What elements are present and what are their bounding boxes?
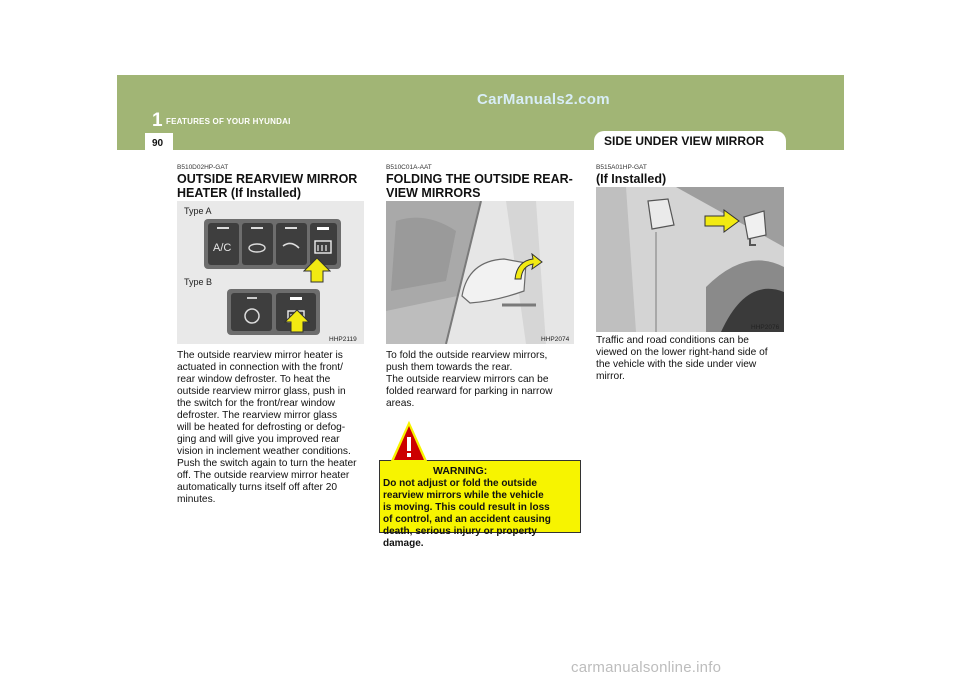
figure-code: HHP2119 xyxy=(329,336,357,343)
section-code: B510D02HP-GAT xyxy=(177,164,229,171)
text-line: death, serious injury or property xyxy=(383,526,537,537)
text-line: Do not adjust or fold the outside xyxy=(383,478,537,489)
text-line: folded rearward for parking in narrow xyxy=(386,386,553,397)
text-line: defroster. The rearview mirror glass xyxy=(177,410,338,421)
text-line: To fold the outside rearview mirrors, xyxy=(386,350,548,361)
text-line: Traffic and road conditions can be xyxy=(596,335,749,346)
heading-line: HEATER (If Installed) xyxy=(177,186,302,200)
warning-icon xyxy=(389,420,429,464)
figure-code: HHP2076 xyxy=(751,324,780,331)
footer-watermark[interactable]: carmanualsonline.info xyxy=(571,659,722,676)
right-page-title: SIDE UNDER VIEW MIRROR xyxy=(604,134,765,148)
text-line: Push the switch again to turn the heater xyxy=(177,458,357,469)
text-line: of control, and an accident causing xyxy=(383,514,551,525)
fold-arrow-icon xyxy=(511,253,543,283)
section-code: B515A01HP-GAT xyxy=(596,164,647,171)
body-text xyxy=(177,350,364,506)
text-line: the switch for the front/rear window xyxy=(177,398,335,409)
side-under-view-mirror-figure xyxy=(596,187,784,332)
text-line: vision in inclement weather conditions. xyxy=(177,446,351,457)
text-line: The outside rearview mirror heater is xyxy=(177,350,343,361)
page-number: 90 xyxy=(152,138,164,149)
switch-panels-drawing xyxy=(177,201,364,344)
section-name: FEATURES OF YOUR HYUNDAI xyxy=(166,117,291,126)
text-line: ging and will give you improved rear xyxy=(177,434,340,445)
body-text xyxy=(596,335,784,383)
text-line: mirror. xyxy=(596,371,625,382)
text-line: push them towards the rear. xyxy=(386,362,513,373)
text-line: rear window defroster. To heat the xyxy=(177,374,331,385)
figure-code: HHP2074 xyxy=(541,336,570,343)
car-door-drawing xyxy=(386,201,574,344)
section-code: B510C01A-AAT xyxy=(386,164,432,171)
section-heading: (If Installed) xyxy=(596,172,667,186)
text-line: the vehicle with the side under view xyxy=(596,359,757,370)
text-line: automatically turns itself off after 20 xyxy=(177,482,338,493)
car-side-drawing xyxy=(596,187,784,332)
text-line: minutes. xyxy=(177,494,216,505)
text-line: will be heated for defrosting or defog- xyxy=(177,422,346,433)
section-heading xyxy=(386,172,573,200)
text-line: off. The outside rearview mirror heater xyxy=(177,470,350,481)
ac-label: A/C xyxy=(213,242,232,254)
type-b-label: Type B xyxy=(184,277,213,287)
text-line: rearview mirrors while the vehicle xyxy=(383,490,544,501)
text-line: damage. xyxy=(383,538,424,549)
type-a-arrow-icon xyxy=(303,257,331,283)
heading-line: VIEW MIRRORS xyxy=(386,186,481,200)
heading-line: FOLDING THE OUTSIDE REAR- xyxy=(386,172,573,186)
text-line: is moving. This could result in loss xyxy=(383,502,550,513)
section-number: 1 xyxy=(152,110,163,131)
text-line: actuated in connection with the front/ xyxy=(177,362,343,373)
type-b-arrow-icon xyxy=(284,309,310,333)
body-text xyxy=(386,350,574,410)
type-a-label: Type A xyxy=(184,206,212,216)
text-line: areas. xyxy=(386,398,415,409)
warning-title: WARNING: xyxy=(433,465,488,477)
text-line: outside rearview mirror glass, push in xyxy=(177,386,346,397)
watermark-link[interactable]: CarManuals2.com xyxy=(477,91,610,108)
defroster-switch-figure xyxy=(177,201,364,344)
warning-text xyxy=(383,478,575,550)
heading-line: OUTSIDE REARVIEW MIRROR xyxy=(177,172,358,186)
folding-mirror-figure xyxy=(386,201,574,344)
mirror-arrow-icon xyxy=(704,209,740,233)
text-line: viewed on the lower right-hand side of xyxy=(596,347,768,358)
text-line: The outside rearview mirrors can be xyxy=(386,374,549,385)
section-heading xyxy=(177,172,357,200)
